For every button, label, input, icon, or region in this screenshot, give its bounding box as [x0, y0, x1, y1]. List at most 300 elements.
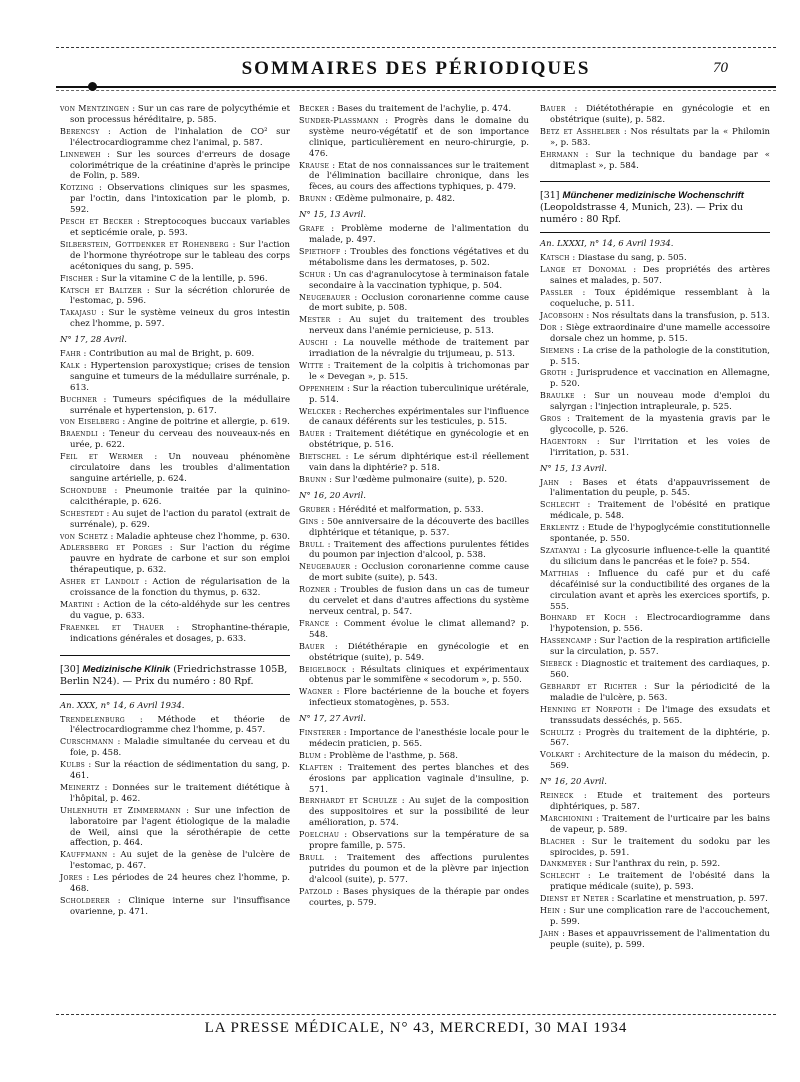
article-author: Kotzing — [60, 183, 94, 193]
article-title: : Sur l'œdème pulmonaire (suite), p. 520. — [329, 475, 508, 485]
entry-list — [60, 715, 290, 918]
article-entry — [299, 361, 529, 383]
article-title: : Bases et appauvrissement de l'alimentation du peuple (suite), p. 599. — [550, 928, 771, 950]
article-title: : Observations sur la température de sa propre famille, p. 575. — [309, 830, 530, 852]
article-entry — [299, 796, 529, 829]
article-title: : Résultats cliniques et expérimentaux obtenus par le sommifène « secodorum », p. 550. — [309, 664, 529, 686]
article-title: : Importance de l'anesthésie locale pour le médecin praticien, p. 565. — [309, 728, 529, 749]
article-author: Krause — [299, 160, 330, 170]
issue-heading: N° 16, 20 Avril. — [540, 777, 607, 788]
article-entry — [299, 585, 529, 618]
article-entry — [60, 274, 290, 285]
article-title: : Maladie aphteuse chez l'homme, p. 630. — [110, 531, 290, 542]
article-title: : Au sujet de l'action du paratol (extrait de surrénale), p. 629. — [70, 508, 290, 530]
article-author: Pesch et Becker — [60, 217, 133, 227]
title-rule — [56, 86, 776, 88]
article-entry — [299, 224, 529, 246]
article-author: Kulbs — [60, 760, 86, 770]
article-title: : Angine de poitrine et allergie, p. 619. — [122, 417, 290, 428]
article-entry — [299, 687, 529, 709]
article-entry — [60, 600, 290, 622]
article-author: Lange et Donomal — [540, 265, 627, 275]
article-title: : Action de l'inhalation de CO² sur l'électrocardiogramme chez l'animal, p. 587. — [70, 126, 290, 148]
article-author: Klaften — [299, 762, 334, 772]
article-title: : Progrès du traitement de la diphtérie, p. 567. — [550, 727, 771, 749]
article-author: Dor — [540, 322, 557, 332]
article-author: Brunn — [299, 194, 327, 204]
article-entry — [540, 750, 770, 772]
article-author: Meinertz — [60, 782, 100, 792]
article-author: Schultz — [540, 727, 575, 737]
article-title: : Clinique interne sur l'insuffisance ovarienne, p. 471. — [70, 896, 290, 917]
entry-list — [299, 104, 529, 205]
article-author: Jahn — [540, 928, 560, 938]
article-entry — [60, 150, 290, 183]
article-entry — [299, 161, 529, 194]
article-title: : Traitement de la colpitis à trichomonas par le « Devegan », p. 515. — [309, 360, 529, 382]
article-title: : Etude et traitement des porteurs diphtériques, p. 587. — [550, 791, 770, 812]
column-middle — [299, 104, 529, 910]
article-author: von Schetz — [60, 531, 108, 541]
journal-info: (Leopoldstrasse 4, Munich, 23). — Prix du numéro : 80 Rpf. — [540, 202, 744, 226]
article-entry — [60, 127, 290, 149]
journal-header — [540, 181, 770, 233]
article-title: : Diététhérapie en gynécologie et en obstétrique (suite), p. 549. — [309, 641, 529, 663]
article-entry — [540, 253, 770, 264]
article-title: : Sur l'anthrax du rein, p. 592. — [589, 859, 721, 870]
article-entry — [60, 104, 290, 126]
article-author: Rozner — [299, 585, 331, 595]
journal-name: Medizinische Klinik — [82, 663, 171, 675]
article-author: Gebhardt et Richter — [540, 681, 638, 691]
entry-list — [299, 728, 529, 909]
article-title: : Hérédité et malformation, p. 533. — [332, 504, 484, 515]
article-author: Neugebauer — [299, 292, 351, 302]
article-title: : Sur la vitamine C de la lentille, p. 596. — [95, 273, 268, 284]
article-author: Poelchau — [299, 830, 340, 840]
article-entry — [299, 517, 529, 539]
article-author: Uhlenhuth et Zimmermann — [60, 805, 181, 815]
article-entry — [540, 546, 770, 568]
article-author: Mester — [299, 315, 331, 325]
article-entry — [540, 859, 770, 870]
article-author: Katsch — [540, 253, 570, 263]
article-title: : Le sérum diphtérique est-il réellement vain dans la diphtérie? p. 518. — [309, 452, 529, 474]
article-title: : Sur l'irritation et les voies de l'irritation, p. 531. — [550, 436, 771, 458]
article-entry — [60, 349, 290, 360]
entry-list — [540, 478, 770, 773]
article-entry — [299, 104, 529, 115]
article-author: Gruber — [299, 504, 331, 514]
article-title: : Strophantine-thérapie, indications générales et dosages, p. 633. — [70, 622, 290, 644]
entry-list — [60, 349, 290, 645]
article-title: : De l'image des exsudats et transsudats desséchés, p. 565. — [550, 704, 771, 726]
article-author: Hagentorn — [540, 436, 588, 446]
article-author: Welcker — [299, 406, 336, 416]
article-title: : Traitement des pertes blanches et des érosions par application vaginale d'insuline, p. 571. — [309, 762, 529, 795]
article-title: : Troubles de fusion dans un cas de tumeur du cervelet et dans d'autres affections du système nerveux central, p. 547. — [309, 585, 530, 617]
entry-list — [540, 104, 770, 171]
article-entry — [60, 806, 290, 850]
article-title: : Problème de l'asthme, p. 568. — [323, 750, 458, 761]
article-author: Betz et Asshelber — [540, 126, 621, 136]
article-author: Szatanyai — [540, 546, 580, 555]
article-author: Scholderer — [60, 896, 110, 905]
article-author: Becker — [299, 104, 330, 113]
article-author: Matthias — [540, 568, 579, 578]
article-author: Linneweh — [60, 149, 101, 159]
article-entry — [540, 523, 770, 545]
article-entry — [540, 871, 770, 893]
entry-list — [299, 224, 529, 486]
journal-info: (Friedrichstrasse 105B, Berlin N24). — Prix du numéro : 80 Rpf. — [60, 663, 288, 687]
article-author: France — [299, 618, 330, 628]
article-entry — [60, 623, 290, 645]
article-author: Passler — [540, 288, 573, 298]
article-author: Oppenheim — [299, 383, 345, 393]
article-title: : Occlusion coronarienne comme cause de mort subite (suite), p. 543. — [309, 562, 529, 584]
article-entry — [299, 293, 529, 315]
article-entry — [60, 850, 290, 872]
article-author: Bauer — [540, 104, 566, 113]
article-title: : Maladie simultanée du cerveau et du foie, p. 458. — [70, 737, 291, 759]
article-entry — [540, 728, 770, 750]
article-title: : Influence du café pur et du café décaféinisé sur la conductibilité des organes de la circulation avant et après les exercices sportifs, p. 555. — [550, 568, 770, 612]
article-entry — [299, 665, 529, 687]
article-author: Curschmann — [60, 737, 114, 747]
article-entry — [60, 429, 290, 451]
article-author: Auschi — [299, 338, 328, 348]
article-author: Schestedt — [60, 508, 104, 518]
article-entry — [60, 486, 290, 508]
article-title: : Recherches expérimentales sur l'influence de canaux déférents sur les testicules, p. 515. — [309, 406, 530, 428]
article-entry — [540, 288, 770, 310]
article-title: : Traitement des affections purulentes fétides du poumon par injection d'alcool, p. 538. — [309, 539, 529, 561]
article-author: Takajasu — [60, 308, 97, 318]
article-entry — [540, 705, 770, 727]
article-title: : Sur une complication rare de l'accouchement, p. 599. — [550, 906, 771, 927]
article-entry — [540, 500, 770, 522]
article-entry — [60, 417, 290, 428]
bullet-ornament-icon — [88, 82, 97, 91]
article-entry — [299, 315, 529, 337]
article-author: Kalk — [60, 360, 80, 370]
article-author: Asher et Landolt — [60, 577, 140, 587]
article-entry — [299, 452, 529, 474]
article-author: Adlersberg et Porges — [60, 543, 163, 553]
article-title: : La glycosurie influence-t-elle la quantité du silicium dans le pancréas et le foie? p. 554. — [550, 546, 771, 567]
article-title: : Au sujet du traitement des troubles nerveux dans l'anémie pernicieuse, p. 513. — [309, 315, 530, 337]
article-entry — [299, 247, 529, 269]
top-dashed-rule — [56, 47, 776, 48]
article-title: : Un nouveau phénomène circulatoire dans les troubles d'alimentation sanguine artérielle, p. 624. — [70, 452, 290, 484]
article-author: Schlecht — [540, 500, 580, 510]
article-author: Schur — [299, 269, 326, 279]
article-title: : Etude de l'hypoglycémie constitutionnelle spontanée, p. 550. — [550, 523, 771, 545]
article-author: Buchner — [60, 394, 98, 404]
article-author: Bernhardt et Schulze — [299, 796, 398, 806]
article-title: : Sur le système veineux du gros intestin chez l'homme, p. 597. — [70, 308, 290, 330]
article-title: : Au sujet de la genèse de l'ulcère de l'estomac, p. 467. — [70, 850, 290, 872]
entry-list — [60, 104, 290, 330]
article-title: : Sur la réaction tuberculinique urétérale, p. 514. — [309, 383, 530, 405]
article-author: Fischer — [60, 273, 93, 283]
entry-list — [299, 505, 529, 709]
article-entry — [299, 475, 529, 486]
article-entry — [540, 659, 770, 681]
article-title: : Contribution au mal de Bright, p. 609. — [83, 349, 255, 360]
article-entry — [540, 311, 770, 322]
article-title: : Sur la périodicité de la maladie de l'ulcère, p. 563. — [550, 681, 771, 703]
article-author: Martini — [60, 599, 94, 609]
article-title: : Hypertension paroxystique; crises de tension sanguine et tumeurs de la médullaire surrénale, p. 613. — [70, 360, 290, 393]
article-entry — [540, 346, 770, 368]
article-title: : Méthode et théorie de l'électrocardiogramme chez l'homme, p. 457. — [70, 714, 291, 736]
article-entry — [540, 613, 770, 635]
article-author: Berencsy — [60, 126, 100, 136]
article-author: Spiethoff — [299, 246, 341, 256]
article-title: : Comment évolue le climat allemand? p. 548. — [309, 618, 529, 640]
journal-number: [30] — [60, 663, 80, 675]
issue-heading: An. XXX, n° 14, 6 Avril 1934. — [60, 700, 185, 711]
article-entry — [299, 619, 529, 641]
article-entry — [540, 929, 770, 951]
article-author: Volkart — [540, 750, 574, 760]
article-entry — [540, 682, 770, 704]
article-entry — [299, 853, 529, 886]
article-title: : 50e anniversaire de la découverte des bacilles diphtérique et tétanique, p. 537. — [309, 516, 530, 538]
article-author: Kauffmann — [60, 850, 108, 860]
article-entry — [540, 265, 770, 287]
article-entry — [299, 384, 529, 406]
article-title: : Diastase du sang, p. 505. — [572, 253, 687, 264]
issue-heading: N° 15, 13 Avril. — [299, 210, 366, 221]
article-author: Schlecht — [540, 871, 580, 881]
article-author: Ehrmann — [540, 149, 579, 159]
article-title: : Etat de nos connaissances sur le traitement de l'élimination bacillaire chronique, dans les fèces, au cours des affections typhiques, p. 479. — [309, 160, 530, 193]
article-entry — [540, 569, 770, 613]
article-author: Groth — [540, 368, 567, 378]
article-author: Katsch et Baltzer — [60, 285, 142, 295]
article-author: Dankmeyer — [540, 859, 587, 869]
article-entry — [60, 395, 290, 417]
article-entry — [299, 751, 529, 762]
article-title: : Sur la réaction de sédimentation du sang, p. 461. — [70, 760, 290, 782]
article-entry — [299, 116, 529, 160]
article-entry — [60, 183, 290, 216]
entry-list — [540, 791, 770, 951]
article-entry — [299, 728, 529, 750]
article-author: Blum — [299, 750, 321, 760]
article-entry — [60, 452, 290, 485]
article-title: : Sur la sécrétion chlorurée de l'estomac, p. 596. — [70, 285, 290, 307]
article-author: Hein — [540, 906, 561, 916]
article-author: Marchionini — [540, 813, 593, 823]
article-title: : Traitement de l'urticaire par les bains de vapeur, p. 589. — [550, 813, 771, 835]
article-author: Blacher — [540, 836, 576, 846]
article-entry — [540, 837, 770, 859]
article-title: : Scarlatine et menstruation, p. 597. — [611, 894, 768, 905]
page-title: SOMMAIRES DES PÉRIODIQUES — [241, 58, 591, 79]
article-entry — [540, 894, 770, 905]
article-author: Sunder-Plassmann — [299, 115, 379, 125]
article-title: : Des propriétés des artères saines et malades, p. 507. — [550, 265, 770, 287]
issue-heading: N° 15, 13 Avril. — [540, 463, 607, 474]
article-title: : Observations cliniques sur les spasmes, par l'octin, dans l'intoxication par le plomb, p. 592. — [70, 183, 290, 216]
article-title: : Teneur du cerveau des nouveaux-nés en urée, p. 622. — [70, 429, 291, 451]
article-author: Erklentz — [540, 523, 580, 533]
article-entry — [299, 194, 529, 205]
article-title: : Le traitement de l'obésité dans la pratique médicale (suite), p. 593. — [550, 871, 770, 893]
article-author: Silberstein, Gottdenker et Rohenberg — [60, 239, 229, 249]
article-entry — [60, 783, 290, 805]
article-author: Neugebauer — [299, 562, 351, 572]
article-entry — [60, 873, 290, 895]
article-title: : Sur un cas rare de polycythémie et son processus héréditaire, p. 585. — [70, 104, 290, 125]
article-title: : Action de la céto-aldéhyde sur les centres du vague, p. 633. — [70, 599, 290, 621]
article-author: Bohnard et Koch — [540, 613, 626, 623]
article-entry — [540, 127, 770, 149]
article-title: : Un cas d'agranulocytose à terminaison fatale secondaire à la vaccination typhique, p. 504. — [309, 269, 530, 291]
article-author: Hassencamp — [540, 636, 592, 646]
article-author: Jacobsohn — [540, 310, 584, 320]
article-author: Jahn — [540, 477, 560, 487]
article-title: : Toux épidémique ressemblant à la coqueluche, p. 511. — [550, 288, 770, 309]
issue-heading: N° 17, 27 Avril. — [299, 714, 366, 725]
article-author: Fahr — [60, 349, 81, 359]
article-author: Brull — [299, 539, 324, 549]
footer-rule — [56, 1014, 776, 1015]
article-title: : Sur l'action du régime pauvre en hydrate de carbone et sur son emploi thérapeutique, p. 632. — [70, 543, 291, 576]
article-title: : Sur un nouveau mode d'emploi du salyrgan : l'injection intrapleurale, p. 525. — [550, 391, 770, 413]
article-title: : Troubles des fonctions végétatives et du métabolisme dans les dermatoses, p. 502. — [309, 246, 529, 268]
article-entry — [60, 737, 290, 759]
article-entry — [299, 407, 529, 429]
article-entry — [60, 760, 290, 782]
article-entry — [60, 532, 290, 543]
article-entry — [299, 763, 529, 796]
article-entry — [299, 642, 529, 664]
article-title: : Bases du traitement de l'achylie, p. 474. — [331, 104, 512, 114]
article-title: : Problème moderne de l'alimentation du malade, p. 497. — [309, 224, 529, 245]
issue-heading: N° 16, 20 Avril. — [299, 490, 366, 501]
article-title: : Au sujet de la composition des suppositoires et sur la possibilité de leur amélioration, p. 574. — [309, 796, 529, 829]
article-author: Brunn — [299, 475, 327, 484]
article-entry — [299, 505, 529, 516]
article-title: : Tumeurs spécifiques de la médullaire surrénale et hypertension, p. 617. — [70, 394, 290, 416]
article-entry — [540, 814, 770, 836]
article-author: Brull — [299, 853, 324, 862]
article-title: : Siège extraordinaire d'une mamelle accessoire dorsale chez un homme, p. 515. — [550, 322, 770, 344]
article-author: Wagner — [299, 687, 333, 697]
article-author: Braulke — [540, 391, 575, 401]
article-author: Grafe — [299, 224, 325, 234]
article-author: Witte — [299, 360, 324, 370]
article-title: : Jurisprudence et vaccination en Allemagne, p. 520. — [550, 368, 771, 390]
article-entry — [299, 887, 529, 909]
article-title: : Sur une infection de laboratoire par l'agent étiologique de la maladie de Weil, ainsi que la sérothérapie de cette affection, p. 464. — [70, 805, 290, 849]
article-entry — [540, 414, 770, 436]
article-title: : Sur le traitement du sodoku par les spirocides, p. 591. — [550, 836, 771, 858]
article-title: : Pneumonie traitée par la quinino-calcithérapie, p. 626. — [70, 485, 290, 507]
article-entry — [60, 217, 290, 239]
article-entry — [540, 391, 770, 413]
title-dashed-rule — [56, 90, 776, 91]
article-title: : Sur l'action de la respiration artificielle sur la circulation, p. 557. — [550, 636, 770, 658]
article-author: Trendelenburg — [60, 714, 125, 724]
article-entry — [540, 478, 770, 500]
article-title: : Sur la technique du bandage par « ditmaplast », p. 584. — [550, 149, 770, 171]
article-author: von Mentzingen — [60, 104, 130, 113]
article-entry — [60, 361, 290, 394]
issue-heading: N° 17, 28 Avril. — [60, 335, 127, 346]
journal-name: Münchener medizinische Wochenschrift — [562, 190, 744, 202]
article-entry — [299, 540, 529, 562]
journal-header — [60, 655, 290, 695]
issue-heading: An. LXXXI, n° 14, 6 Avril 1934. — [540, 239, 674, 250]
article-author: Schondube — [60, 485, 107, 495]
article-author: Henning et Norpoth — [540, 704, 633, 714]
article-title: : Bases et états d'appauvrissement de l'alimentation du peuple, p. 545. — [550, 477, 770, 499]
article-entry — [540, 906, 770, 928]
article-entry — [299, 830, 529, 852]
article-author: Bauer — [299, 641, 325, 651]
article-entry — [60, 509, 290, 531]
article-author: Reineck — [540, 791, 574, 801]
article-author: Beigelbock — [299, 664, 347, 674]
article-title: : Sur les sources d'erreurs de dosage colorimétrique de la créatinine d'après le principe de Folin, p. 589. — [70, 149, 290, 182]
article-entry — [60, 715, 290, 737]
article-title: : Action de régularisation de la croissance de la fonction du thymus, p. 632. — [70, 577, 290, 599]
article-entry — [540, 368, 770, 390]
article-author: Jores — [60, 873, 83, 883]
article-entry — [299, 429, 529, 451]
article-title: : Occlusion coronarienne comme cause de mort subite, p. 508. — [309, 292, 529, 314]
article-author: Fraenkel et Thauer — [60, 622, 164, 632]
article-author: Finsterer — [299, 728, 341, 738]
article-author: von Eiselberg — [60, 417, 120, 427]
article-author: Bietschel — [299, 452, 341, 462]
article-title: : Traitement diététique en gynécologie et en obstétrique, p. 516. — [309, 429, 530, 451]
article-title: : Diagnostic et traitement des cardiaques, p. 560. — [550, 659, 771, 680]
article-title: : La nouvelle méthode de traitement par irradiation de la névralgie du trijumeau, p. 513. — [309, 338, 529, 360]
article-entry — [540, 791, 770, 813]
page-footer: LA PRESSE MÉDICALE, N° 43, MERCREDI, 30 MAI 1934 — [204, 1020, 628, 1036]
column-left — [60, 104, 290, 919]
journal-number: [31] — [540, 190, 560, 202]
article-author: Siebeck — [540, 659, 573, 669]
article-author: Gins — [299, 516, 319, 526]
column-right — [540, 104, 770, 952]
article-entry — [60, 286, 290, 308]
article-title: : Traitement des affections purulentes putrides du poumon et de la plèvre par injection d'alcool (suite), p. 577. — [309, 853, 530, 885]
article-entry — [540, 150, 770, 172]
article-title: : Architecture de la maison du médecin, p. 569. — [550, 750, 770, 772]
article-title: : Diététothérapie en gynécologie et en obstétrique (suite), p. 582. — [550, 104, 771, 125]
entry-list — [540, 253, 770, 458]
article-entry — [299, 270, 529, 292]
article-author: Gros — [540, 414, 562, 424]
article-author: Dienst et Neter — [540, 894, 609, 904]
article-title: : Electrocardiogramme dans l'hypotension, p. 556. — [550, 613, 770, 635]
article-entry — [60, 577, 290, 599]
article-title: : La crise de la pathologie de la constitution, p. 515. — [550, 345, 771, 367]
article-entry — [299, 338, 529, 360]
article-author: Siemens — [540, 345, 575, 355]
article-title: : Bases physiques de la thérapie par ondes courtes, p. 579. — [309, 886, 529, 908]
article-author: Bauer — [299, 429, 325, 439]
article-author: Patzold — [299, 886, 333, 896]
